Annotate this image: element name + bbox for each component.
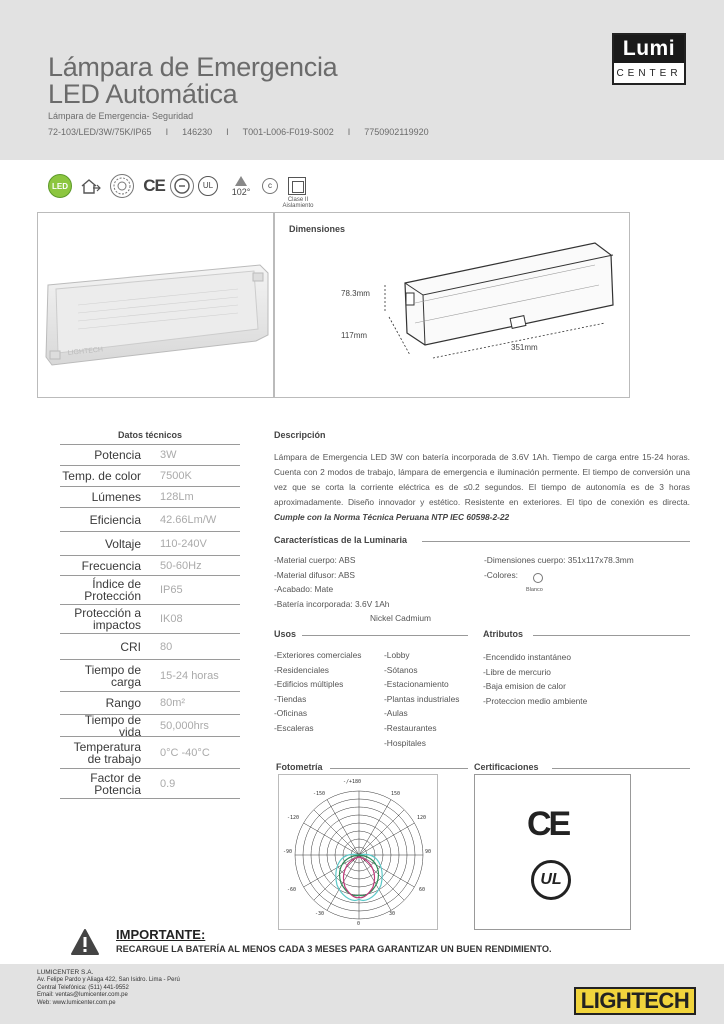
table-row: Tiempo de carga 15-24 horas — [60, 659, 240, 691]
certificaciones-panel — [474, 774, 631, 930]
color-swatch-label: Blanco — [526, 587, 543, 593]
separator: I — [347, 127, 351, 137]
lightech-logo: LIGHTECH — [574, 987, 696, 1015]
caracteristicas-list: -Material cuerpo: ABS -Material difusor: ABS -Acabado: Mate -Batería incorporada: 3.6V 1Ah Nickel Cadmium — [274, 555, 431, 624]
page-title: Lámpara de Emergencia LED Automática — [48, 52, 338, 109]
ce-mark-icon: CE — [143, 176, 165, 195]
table-row: CRI 80 — [60, 633, 240, 659]
caracteristicas-title: Características de la Luminaria — [274, 535, 408, 545]
datos-tecnicos-title: Datos técnicos — [117, 430, 183, 440]
caracteristicas-right: -Dimensiones cuerpo: 351x117x78.3mm -Colores: — [484, 555, 634, 580]
usos-title: Usos — [274, 629, 297, 639]
lumicenter-logo: Lumi CENTER — [612, 33, 686, 85]
divider — [552, 768, 690, 769]
table-row: Temp. de color 7500K — [60, 465, 240, 486]
ip-rating-icon — [110, 174, 134, 198]
norma-text: Cumple con la Norma Técnica Peruana NTP IEC 60598-2-22 — [274, 512, 510, 522]
usos-list-2: -Lobby -Sótanos -Estacionamiento -Plantas industriales -Aulas -Restaurantes -Hospitales — [384, 650, 460, 748]
led-icon: LED — [48, 174, 72, 198]
ul-mark-icon: UL — [531, 860, 571, 900]
dimensions-title: Dimensiones — [289, 224, 346, 234]
dimension-width-label: 351mm — [511, 343, 538, 352]
table-row: Frecuencia 50-60Hz — [60, 555, 240, 575]
product-codes — [48, 127, 429, 137]
divider — [533, 635, 690, 636]
ul-mark-icon: UL — [198, 176, 218, 196]
separator: I — [165, 127, 169, 137]
table-row: Rango 80m² — [60, 691, 240, 714]
descripcion-title: Descripción — [274, 430, 326, 440]
table-row: Temperatura de trabajo 0°C -40°C — [60, 736, 240, 768]
angle-label: 102° — [231, 187, 251, 197]
table-row: Protección a impactos IK08 — [60, 604, 240, 633]
polar-diagram: -/+180 -150 150 -120 120 -90 90 -60 60 -30 30 0 — [278, 774, 438, 930]
company-info: LUMICENTER S.A. Av. Felipe Pardo y Aliaga 422, San Isidro. Lima - Perú Central Telefónica: (511) 441-9552 Email: ventas@lumicenter.com.pe Web: www.lumicenter.com.pe — [37, 969, 180, 1007]
angle-icon — [228, 174, 252, 198]
footer — [0, 964, 724, 1024]
code-ean: 7750902119920 — [364, 127, 429, 137]
divider — [330, 768, 468, 769]
table-row: Factor de Potencia 0.9 — [60, 768, 240, 799]
certificaciones-title: Certificaciones — [474, 762, 539, 772]
separator: I — [226, 127, 229, 137]
header — [0, 0, 724, 160]
table-row: Tiempo de vida 50,000hrs — [60, 714, 240, 736]
code-ref: T001-L006-F019-S002 — [242, 127, 334, 137]
color-swatch-white — [533, 573, 543, 583]
dimension-height-label: 78.3mm — [341, 289, 370, 298]
house-arrow-icon — [78, 174, 102, 198]
product-image — [37, 212, 274, 398]
dimensions-panel — [274, 212, 630, 398]
dimension-depth-label: 117mm — [341, 331, 368, 340]
table-row: Lúmenes 128Lm — [60, 486, 240, 507]
class-ii-icon — [288, 177, 306, 195]
ce-mark-icon: CE — [527, 805, 569, 843]
datos-tecnicos-table — [60, 444, 240, 799]
divider — [422, 541, 690, 542]
subtitle: Lámpara de Emergencia- Seguridad — [48, 111, 194, 121]
code-model: 72-103/LED/3W/75K/IP65 — [48, 127, 152, 137]
circle-mark-icon — [170, 174, 194, 198]
warning-icon — [70, 928, 100, 956]
table-row: Potencia 3W — [60, 444, 240, 465]
table-row: Voltaje 110-240V — [60, 531, 240, 555]
fotometria-title: Fotometría — [276, 762, 323, 772]
importante-title: IMPORTANTE: — [116, 927, 206, 942]
usos-list-1: -Exteriores comerciales -Residenciales -Edificios múltiples -Tiendas -Oficinas -Escaleras — [274, 650, 362, 733]
importante-text: RECARGUE LA BATERÍA AL MENOS CADA 3 MESES PARA GARANTIZAR UN BUEN RENDIMIENTO. — [116, 944, 552, 954]
svg-text:LIGHTECH: LIGHTECH — [67, 346, 104, 357]
table-row: Eficiencia 42.66Lm/W — [60, 507, 240, 531]
descripcion-text: Lámpara de Emergencia LED 3W con batería incorporada de 3.6V 1Ah. Tiempo de carga entre 15-24 horas. Cuenta con 2 modos de trabajo, lámpara de emergencia e iluminación permente. El tiempo de conversión una vez que se corta la corriente eléctrica es de ≤0.2 segundos. El tiempo de autonomía es de 3 horas aproximadamente. Diseño innovador y estético. Resistente en exteriores. El tipo de conexión es directa. Cumple con la Norma Técnica Peruana NTP IEC 60598-2-22 — [274, 452, 690, 522]
atributos-list: -Encendido instantáneo -Libre de mercurio -Baja emision de calor -Proteccion medio ambiente — [483, 652, 588, 706]
code-sku: 146230 — [182, 127, 213, 137]
class-ii-label: Clase II Aislamiento — [282, 197, 314, 209]
atributos-title: Atributos — [483, 629, 523, 639]
table-row: Índice de Protección IP65 — [60, 575, 240, 604]
c-mark-icon: c — [262, 178, 278, 194]
divider — [302, 635, 468, 636]
